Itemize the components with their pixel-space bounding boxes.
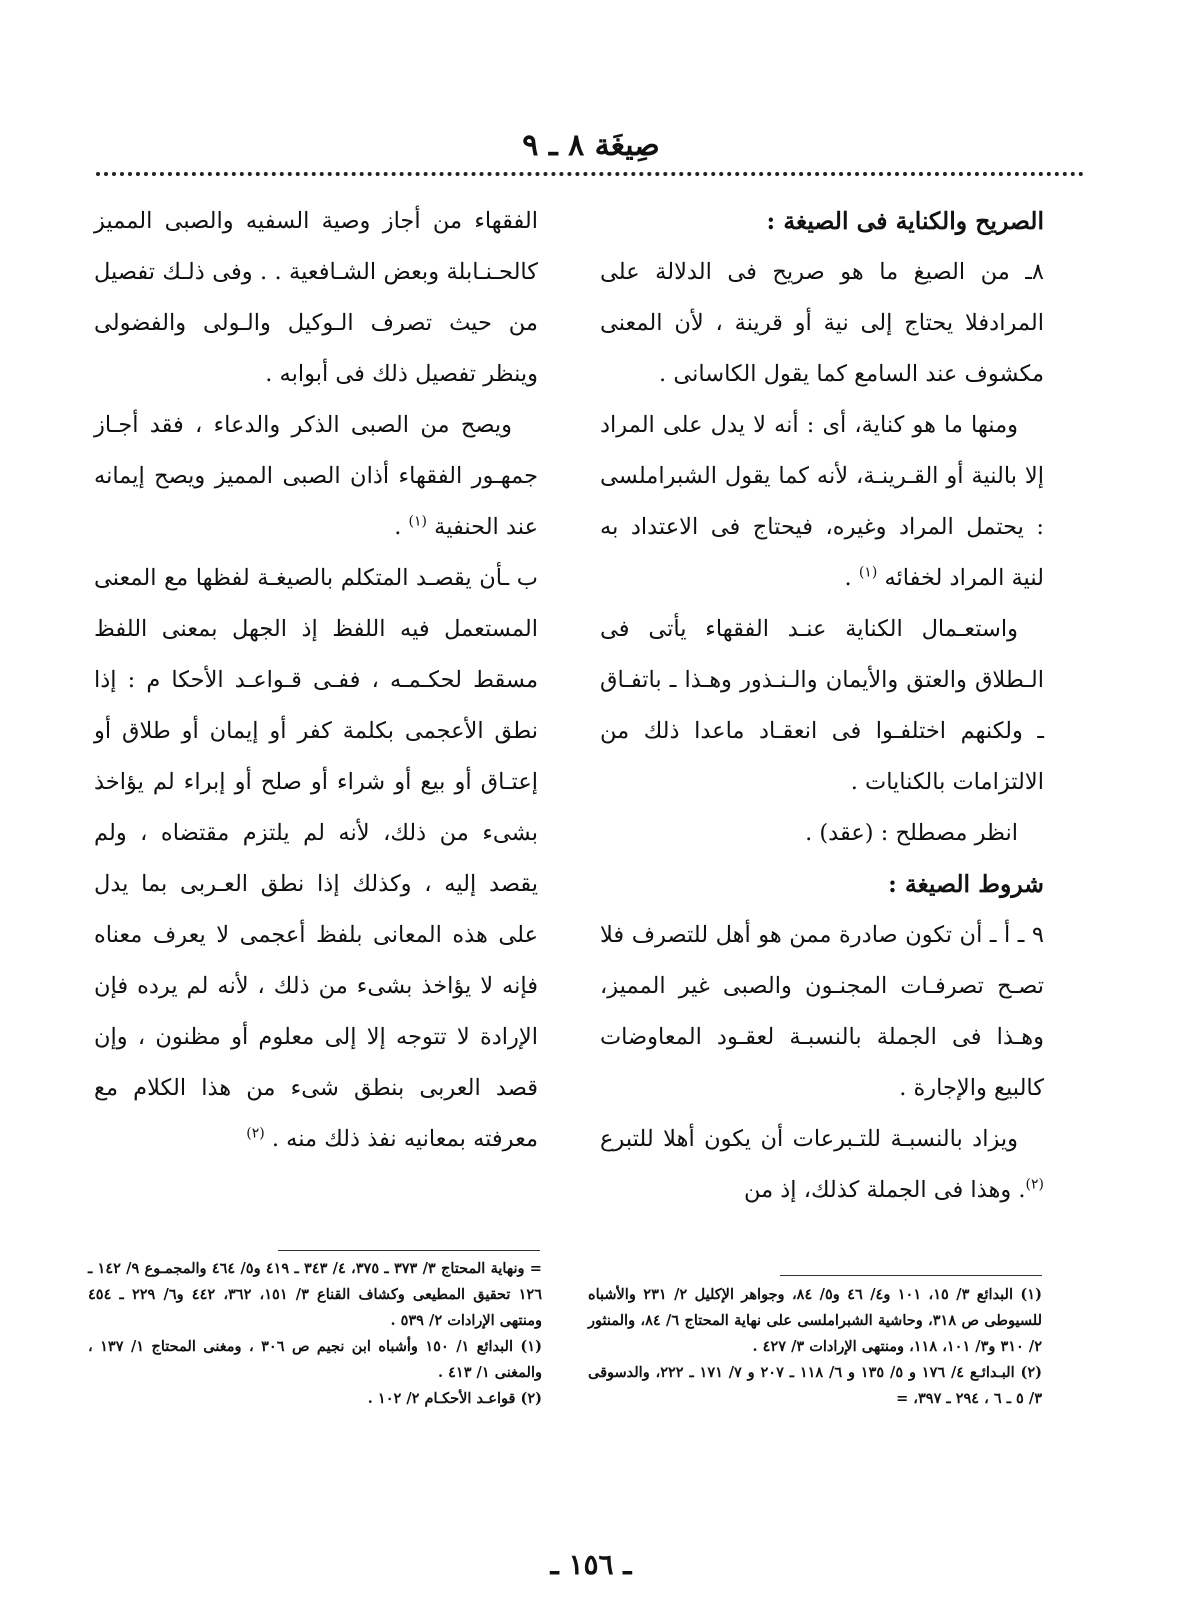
footnote-ref-2: (٢)	[246, 1125, 265, 1142]
paragraph-9a: ٩ ـ أ ـ أن تكون صادرة ممن هو أهل للتصرف فلا تصـح تصرفـات المجنـون والصبى غير المميز، وهـذا فى الجملة بالنسبـة لعقـود المعاوضات كالبيع والإجارة .	[600, 922, 1044, 1101]
footnote-rule-left	[278, 1250, 540, 1251]
paragraph-child-acts	[94, 400, 538, 553]
footnote-ref-2: (٢)	[1025, 1176, 1044, 1193]
paragraph-kinaya	[600, 400, 1044, 604]
see-also-note: انظر مصطلح : (عقد) .	[805, 820, 1018, 846]
section-heading-conditions: شروط الصيغة :	[888, 870, 1044, 898]
right-column	[600, 196, 1044, 1216]
running-head: صِيغَة ٨ ـ ٩	[522, 128, 660, 163]
footnote-item: (٢) قواعـد الأحكـام ٢/ ١٠٢ .	[367, 1390, 542, 1407]
paragraph-continuation: الفقهاء من أجاز وصية السفيه والصبى المميز كالحـنـابلة وبعض الشـافعية . . وفى ذلـك تفصيل من حيث تصرف الـوكيل والـولى والفضولى وينظر تفصيل ذلك فى أبوابه .	[94, 208, 538, 387]
left-column	[94, 196, 538, 1165]
paragraph-text: ومنها ما هو كناية، أى : أنه لا يدل على المراد إلا بالنية أو القـرينـة، لأنه كما يقول الشبراملسى : يحتمل المراد وغيره، فيحتاج فى الاعتداد به لنية المراد لخفائه	[600, 412, 1045, 591]
section-heading-explicit-implicit: الصريح والكناية فى الصيغة :	[766, 207, 1044, 235]
paragraph-usage: واستعـمال الكناية عنـد الفقهاء يأتى فى الـطلاق والعتق والأيمان والـنـذور وهـذا ـ باتفـاق ـ ولكنهم اختلفـوا فى انعقـاد ماعدا ذلك من الالتزامات بالكنايات .	[600, 616, 1044, 795]
paragraph-text: ويزاد بالنسبـة للتـبرعات أن يكون أهلا للتبرع	[600, 1126, 1018, 1152]
footnote-ref-1: (١)	[408, 513, 427, 530]
footnotes-left	[88, 1256, 542, 1412]
footnote-item: (١) البدائع ٣/ ١٥، ١٠١ و٤/ ٤٦ و٥/ ٨٤، وجواهر الإكليل ٢/ ٢٣١ والأشباه للسيوطى ص ٣١٨، وحاشية الشبراملسى على نهاية المحتاج ٦/ ٨٤، والمنثور ٢/ ٣١٠ و٣/ ١٠١، ١١٨، ومنتهى الإرادات ٣/ ٤٢٧ .	[588, 1286, 1042, 1355]
footnote-item: = ونهاية المحتاج ٣/ ٣٧٣ ـ ٣٧٥، ٤/ ٣٤٣ ـ ٤١٩ و٥/ ٤٦٤ والمجمـوع ٩/ ١٤٢ ـ ١٢٦ تحقيق المطيعى وكشاف القناع ٣/ ١٥١، ٣٦٢، ٤٤٢ و٦/ ٢٢٩ ـ ٤٥٤ ومنتهى الإرادات ٢/ ٥٣٩ .	[88, 1260, 542, 1329]
paragraph-end: .	[844, 565, 859, 591]
footnote-item: (١) البدائع ١/ ١٥٠ وأشباه ابن نجيم ص ٣٠٦ ، ومغنى المحتاج ١/ ١٣٧ ، والمغنى ١/ ٤١٣ .	[88, 1338, 542, 1381]
footnotes-right	[588, 1282, 1042, 1412]
paragraph-text: ويصح من الصبى الذكر والدعاء ، فقد أجـاز جمهـور الفقهاء أذان الصبى المميز ويصح إيمانه عند الحنفية	[94, 412, 538, 540]
paragraph-donations	[600, 1114, 1044, 1216]
paragraph-8: ٨ـ من الصيغ ما هو صريح فى الدلالة على المرادفلا يحتاج إلى نية أو قرينة ، لأن المعنى مكشوف عند السامع كما يقول الكاسانى .	[600, 259, 1044, 387]
paragraph-end: .	[394, 514, 409, 540]
footnote-ref-1: (١)	[858, 564, 878, 581]
paragraph-9b	[94, 553, 538, 1165]
header-dotted-rule	[96, 172, 1084, 176]
paragraph-end: . وهذا فى الجملة كذلك، إذ من	[743, 1177, 1026, 1203]
footnote-item: (٢) البـدائـع ٤/ ١٧٦ و ٥/ ١٣٥ و ٦/ ١١٨ ـ ٢٠٧ و ٧/ ١٧١ ـ ٢٢٢، والدسوقى ٣/ ٥ ـ ٦ ، ٢٩٤ ـ ٣٩٧، =	[588, 1364, 1042, 1407]
page-number: ـ ١٥٦ ـ	[550, 1548, 632, 1581]
footnote-rule-right	[780, 1275, 1042, 1276]
paragraph-text: ب ـأن يقصـد المتكلم بالصيغـة لفظها مع المعنى المستعمل فيه اللفظ إذ الجهل بمعنى اللفظ مسقط لحكـمـه ، ففـى قـواعـد الأحكا م : إذا نطق الأعجمى بكلمة كفر أو إيمان أو طلاق أو إعتـاق أو بيع أو شراء أو صلح أو إبراء لم يؤاخذ بشىء من ذلك، لأنه لم يلتزم مقتضاه ، ولم يقصد إليه ، وكذلك إذا نطق العـربى بما يدل على هذه المعانى بلفظ أعجمى لا يعرف معناه فإنه لا يؤاخذ بشىء من ذلك ، لأنه لم يرده فإن الإرادة لا تتوجه إلا إلى معلوم أو مظنون ، وإن قصد العربى بنطق شىء من هذا الكلام مع معرفته بمعانيه نفذ ذلك منه .	[94, 565, 538, 1152]
